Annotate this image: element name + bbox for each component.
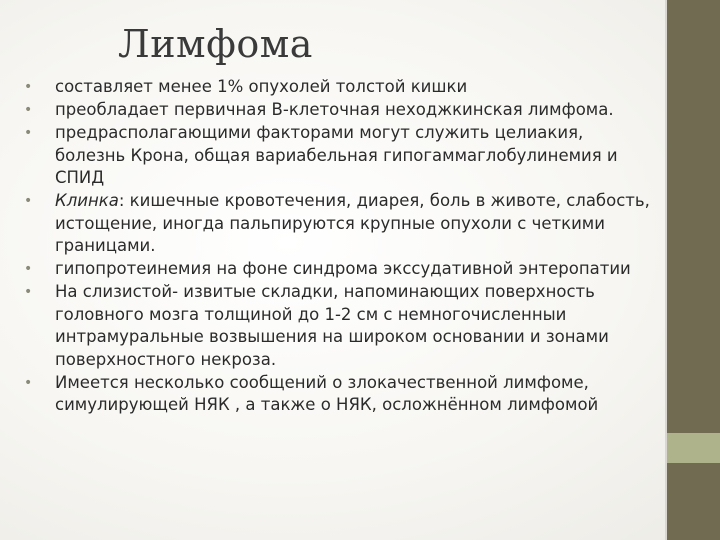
bullet-item xyxy=(22,372,652,417)
bullet-lead: Клинка xyxy=(55,191,119,210)
bullet-text: предрасполагающими факторами могут служить целиакия, болезнь Крона, общая вариабельная гипогаммаглобулинемия и СПИД xyxy=(55,123,618,187)
bullet-text: составляет менее 1% опухолей толстой кишки xyxy=(55,77,468,96)
bullet-text: : кишечные кровотечения, диарея, боль в животе, слабость, истощение, иногда пальпируются крупные опухоли с четкими границами. xyxy=(55,191,650,255)
bullet-text: гипопротеинемия на фоне синдрома экссудативной энтеропатии xyxy=(55,259,631,278)
bullet-dot-icon: • xyxy=(24,284,33,300)
bullet-item xyxy=(22,122,652,190)
bullet-dot-icon: • xyxy=(24,193,33,209)
bullet-item xyxy=(22,258,652,281)
bullet-text: преобладает первичная В-клеточная неходжкинская лимфома. xyxy=(55,100,614,119)
bullet-item xyxy=(22,190,652,258)
bullet-dot-icon: • xyxy=(24,374,33,391)
slide-title: Лимфома xyxy=(118,22,313,66)
bullet-list xyxy=(22,76,652,417)
bullet-dot-icon: • xyxy=(24,261,33,277)
sidebar-stripe xyxy=(667,433,720,463)
bullet-dot-icon: • xyxy=(24,79,33,95)
bullet-item xyxy=(22,99,652,122)
bullet-item xyxy=(22,76,652,99)
bullet-item xyxy=(22,281,652,371)
bullet-dot-icon: • xyxy=(24,125,33,141)
bullet-text: На слизистой- извитые складки, напоминающих поверхность головного мозга толщиной до 1-2 см с немногочисленныи интрамуральные возвышения на широком основании и зонами поверхностного некроза. xyxy=(55,282,609,369)
bullet-dot-icon: • xyxy=(24,102,33,118)
bullet-text: Имеется несколько сообщений о злокачественной лимфоме, симулирующей НЯК , а также о НЯК, осложнённом лимфомой xyxy=(55,372,599,414)
